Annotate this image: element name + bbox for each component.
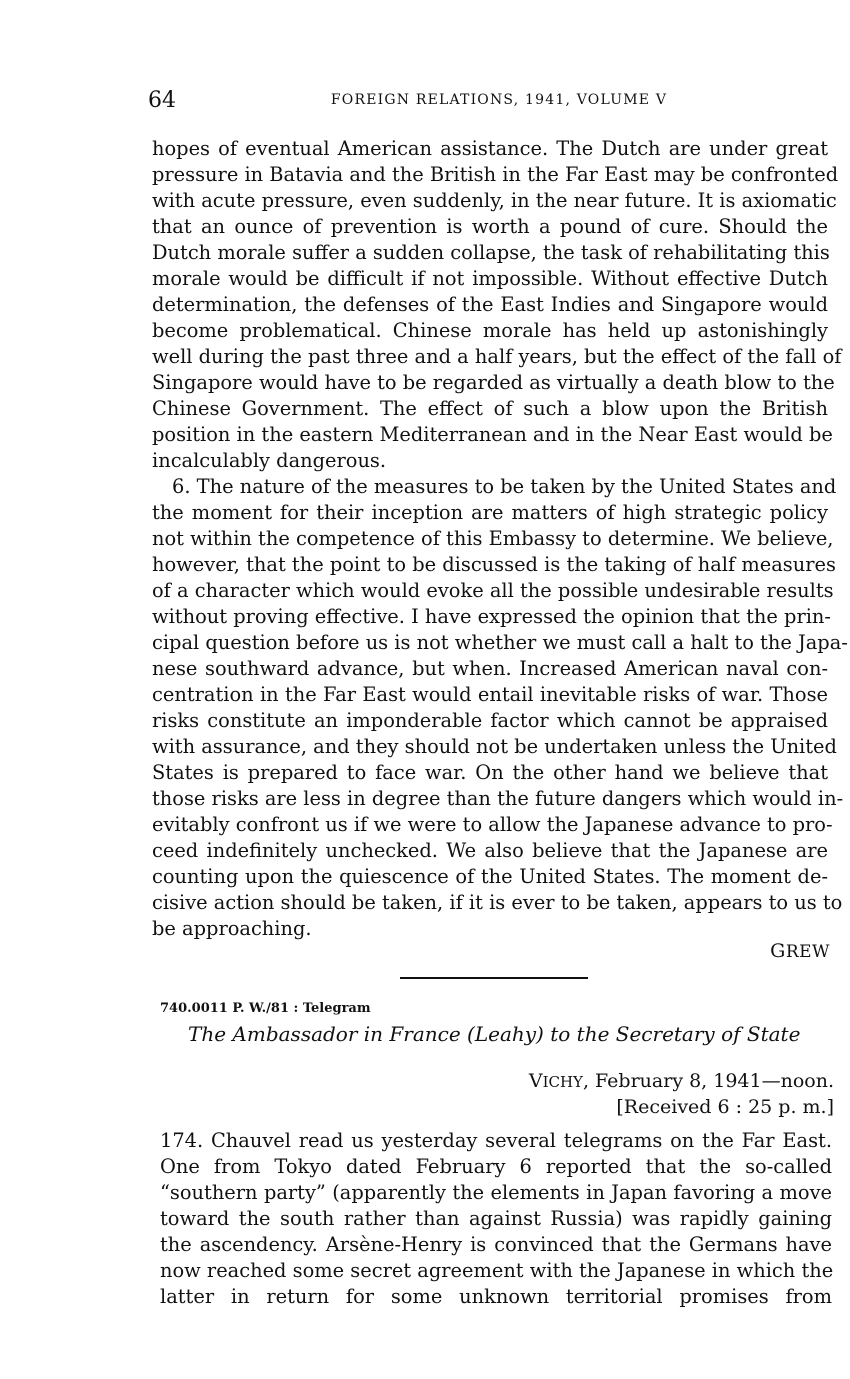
text-line: not within the competence of this Embassy to determine. We believe, — [152, 527, 834, 550]
text-line: cipal question before us is not whether we must call a halt to the Japa- — [152, 631, 848, 654]
signature — [770, 940, 830, 962]
section-divider — [400, 977, 588, 979]
text-line: incalculably dangerous. — [152, 449, 387, 472]
text-line: morale would be difficult if not impossible. Without effective Dutch — [152, 267, 828, 290]
text-line: well during the past three and a half years, but the effect of the fall of — [152, 345, 842, 368]
dateline — [529, 1070, 834, 1092]
text-line: States is prepared to face war. On the other hand we believe that — [152, 761, 828, 784]
dateline-date: , February 8, 1941—noon. — [582, 1070, 834, 1092]
text-line: risks constitute an imponderable factor which cannot be appraised — [152, 709, 828, 732]
text-line: the moment for their inception are matters of high strategic policy — [152, 501, 828, 524]
text-line: nese southward advance, but when. Increased American naval con- — [152, 657, 828, 680]
text-line: those risks are less in degree than the future dangers which would in- — [152, 787, 844, 810]
file-reference: 740.0011 P. W./81 : Telegram — [160, 1001, 371, 1016]
text-line: 174. Chauvel read us yesterday several telegrams on the Far East. — [160, 1129, 832, 1152]
text-line: Dutch morale suffer a sudden collapse, the task of rehabilitating this — [152, 241, 830, 264]
text-line: be approaching. — [152, 917, 312, 940]
text-line: however, that the point to be discussed is the taking of half measures — [152, 553, 836, 576]
text-line: position in the eastern Mediterranean and in the Near East would be — [152, 423, 833, 446]
text-line: become problematical. Chinese morale has held up astonishingly — [152, 319, 828, 342]
text-line: latter in return for some unknown territorial promises from — [160, 1285, 832, 1308]
page-header — [148, 88, 830, 118]
text-line: evitably confront us if we were to allow the Japanese advance to pro- — [152, 813, 833, 836]
text-line: pressure in Batavia and the British in the Far East may be confronted — [152, 163, 839, 186]
text-line: Singapore would have to be regarded as virtually a death blow to the — [152, 371, 835, 394]
text-line: hopes of eventual American assistance. The Dutch are under great — [152, 137, 828, 160]
text-line: of a character which would evoke all the possible undesirable results — [152, 579, 834, 602]
text-line: “southern party” (apparently the elements in Japan favoring a move — [160, 1181, 832, 1204]
document-title: The Ambassador in France (Leahy) to the Secretary of State — [188, 1022, 801, 1046]
text-line: now reached some secret agreement with the Japanese in which the — [160, 1259, 834, 1282]
text-line: with assurance, and they should not be undertaken unless the United — [152, 735, 837, 758]
text-line: the ascendency. Arsène-Henry is convinced that the Germans have — [160, 1233, 832, 1256]
text-line: cisive action should be taken, if it is ever to be taken, appears to us to — [152, 891, 843, 914]
text-line: centration in the Far East would entail inevitable risks of war. Those — [152, 683, 828, 706]
signature-initial: G — [770, 940, 786, 962]
received-note: [Received 6 : 25 p. m.] — [616, 1096, 834, 1118]
text-line: determination, the defenses of the East Indies and Singapore would — [152, 293, 828, 316]
text-line: Chinese Government. The effect of such a blow upon the British — [152, 397, 828, 420]
page-number: 64 — [148, 88, 176, 113]
text-line: 6. The nature of the measures to be taken by the United States and — [172, 475, 837, 498]
text-line: toward the south rather than against Russia) was rapidly gaining — [160, 1207, 832, 1230]
text-line: ceed indefinitely unchecked. We also believe that the Japanese are — [152, 839, 828, 862]
dateline-place-initial: V — [528, 1070, 543, 1092]
text-line: that an ounce of prevention is worth a pound of cure. Should the — [152, 215, 828, 238]
signature-rest: REW — [785, 942, 830, 962]
text-line: without proving effective. I have expressed the opinion that the prin- — [152, 605, 831, 628]
dateline-place-rest: ICHY — [542, 1073, 583, 1091]
running-head: FOREIGN RELATIONS, 1941, VOLUME V — [330, 92, 668, 108]
text-line: counting upon the quiescence of the United States. The moment de- — [152, 865, 828, 888]
text-line: with acute pressure, even suddenly, in the near future. It is axiomatic — [152, 189, 837, 212]
text-line: One from Tokyo dated February 6 reported that the so-called — [160, 1155, 832, 1178]
